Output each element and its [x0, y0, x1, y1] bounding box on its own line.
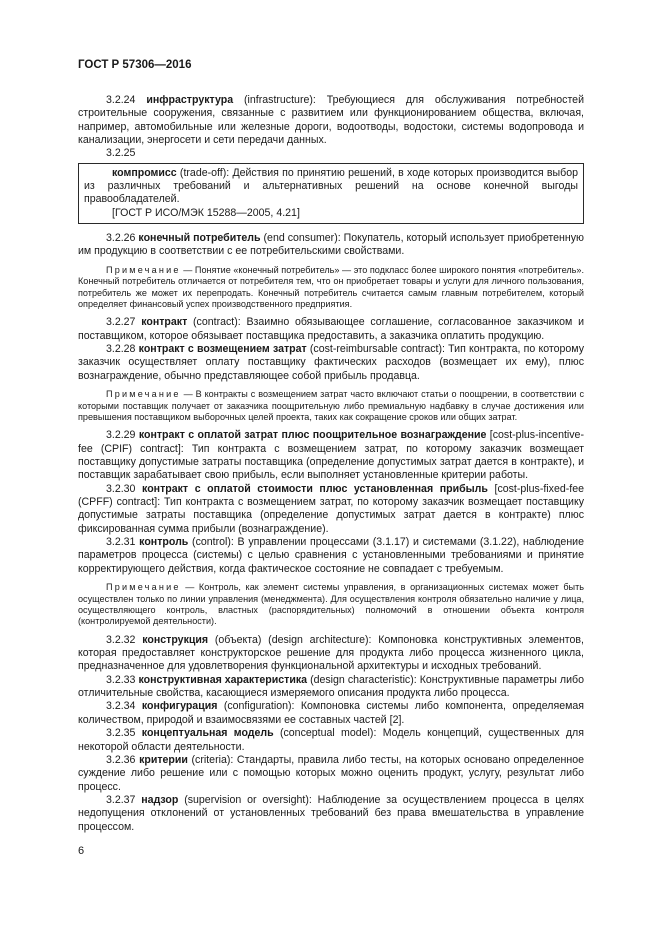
- entry-3-2-37: [78, 794, 584, 834]
- entry-number: 3.2.27: [106, 316, 142, 329]
- entry-number: 3.2.26: [106, 232, 139, 245]
- entry-3-2-34: [78, 700, 584, 727]
- entry-number: 3.2.36: [106, 753, 140, 766]
- document-header: ГОСТ Р 57306—2016: [78, 59, 192, 71]
- entry-3-2-30: [78, 483, 584, 536]
- term: контроль: [139, 536, 189, 549]
- entry-3-2-32: [78, 634, 584, 674]
- entry-number: 3.2.30: [106, 482, 143, 495]
- entry-number: 3.2.28: [106, 343, 139, 356]
- term: конструктивная характеристика: [138, 673, 308, 686]
- definition: (conceptual model): Модель концепций, существенных для некоторой области деятельности.: [78, 727, 584, 753]
- entry-3-2-26: [78, 232, 584, 259]
- entry-3-2-27: [78, 316, 584, 343]
- entry-number: 3.2.34: [106, 700, 142, 713]
- note-label: Примечание: [106, 582, 181, 593]
- entry-number: 3.2.29: [106, 429, 139, 442]
- definition: (criteria): Стандарты, правила либо тесты, на которых основано определенное суждение либо решение или с помощью которых можно оценить продукт, услугу, результат либо процесс.: [78, 753, 584, 793]
- note-3-2-26: [78, 265, 584, 311]
- entry-3-2-25: [84, 167, 578, 207]
- entry-number: 3.2.24: [106, 94, 147, 106]
- entry-number: 3.2.35: [106, 727, 142, 740]
- term: конечный потребитель: [138, 232, 261, 245]
- entry-3-2-36: [78, 754, 584, 794]
- definition: (design characteristic): Конструктивные параметры либо отличительные свойства, касающиеся измеряемого описания продукта либо процесса.: [78, 673, 584, 700]
- entry-3-2-25-number: 3.2.25: [106, 147, 136, 160]
- definition: (infrastructure): Требующиеся для обслуживания потребностей строительные сооружения, связанные с развитием или функционированием общества, включая, например, автомобильные или железные дороги, водоотводы, водостоки, системы водопровода и канализации, энергосети и сети передачи данных.: [78, 94, 584, 147]
- entry-3-2-24: [78, 94, 584, 147]
- term: концептуальная модель: [141, 727, 274, 740]
- term: контракт: [141, 316, 188, 329]
- term: конструкция: [142, 633, 209, 646]
- term: контракт с возмещением затрат: [138, 343, 307, 356]
- note-text: — В контракты с возмещением затрат часто включают статьи о поощрении, в соответствии с которыми поставщик получает от заказчика поощрительную либо премиальную надбавку в случае достижения или превышения поставщиком выборочных целей проекта, таких как сокращение сроков или общих затрат.: [78, 389, 584, 422]
- note-3-2-31: [78, 582, 584, 628]
- entry-3-2-35: [78, 727, 584, 754]
- page-body: [78, 94, 584, 834]
- entry-3-2-31: [78, 536, 584, 576]
- entry-number: 3.2.37: [106, 793, 142, 806]
- definition: (supervision or oversight): Наблюдение за осуществлением процесса в целях недопущения отклонений от установленных требований без права вмешательства в управление процессом.: [78, 793, 584, 833]
- definition: (end consumer): Покупатель, который использует приобретенную им продукцию в соответствии с ее потребительскими свойствами.: [78, 232, 584, 258]
- definition: [cost-plus-fixed-fee (CPFF) contract]: Тип контракта с возмещением затрат, по которому заказчик возмещает поставщику допустимые затраты поставщика (определение допустимых затрат дается в контракте) плюс фиксированная сумма прибыли (вознаграждение).: [78, 482, 584, 535]
- term: контракт с оплатой затрат плюс поощрительное вознаграждение: [138, 429, 487, 442]
- term: конфигурация: [141, 700, 218, 713]
- entry-3-2-25-box: [78, 163, 584, 224]
- definition: (объекта) (design architecture): Компоновка конструктивных элементов, которая предоставляет конструкторское решение для продукта либо процесса жизненного цикла, предназначенное для удовлетворения функциональной архитектуры и исходных требований.: [78, 633, 584, 673]
- term: критерии: [139, 753, 188, 766]
- entry-number: 3.2.33: [106, 673, 139, 686]
- note-3-2-28: [78, 389, 584, 423]
- entry-number: 3.2.32: [106, 633, 143, 646]
- page-number: 6: [78, 845, 85, 857]
- entry-3-2-28: [78, 343, 584, 383]
- definition: (trade-off): Действия по принятию решений, в ходе которых производится выбор из различных требований и альтернативных решений на основе конечной выгоды правообладателей.: [84, 166, 578, 206]
- definition: [cost-plus-incentive-fee (CPIF) contract]: Тип контракта с возмещением затрат, по которому заказчик возмещает поставщику допустимые затраты поставщика (определение допустимых затрат дается в контракте), и поставщик зарабатывает свою прибыль, если выполняет установленные критерии работы.: [78, 429, 584, 482]
- term: надзор: [141, 793, 179, 806]
- term: контракт с оплатой стоимости плюс установленная прибыль: [142, 482, 488, 495]
- reference: [ГОСТ Р ИСО/МЭК 15288—2005, 4.21]: [112, 206, 300, 219]
- entry-number: 3.2.31: [106, 536, 140, 549]
- note-text: — Контроль, как элемент системы управления, в организационных системах может быть осуществлен только по линии управления (менеджмента). Для осуществления контроля обязательно наличие у лица, осуществляющего контроль, властных (распорядительных) полномочий в отношении объекта контроля (контролируемой деятельности).: [78, 582, 584, 627]
- definition: (contract): Взаимно обязывающее соглашение, согласованное заказчиком и поставщиком, которое обязывает поставщика предоставить, а заказчика оплатить продукцию.: [78, 316, 584, 342]
- definition: (configuration): Компоновка системы либо компонента, определяемая количеством, природой и взаимосвязями ее составных частей [2].: [78, 700, 584, 726]
- note-text: — Понятие «конечный потребитель» — это подкласс более широкого понятия «потребитель». Конечный потребитель отличается от потребителя тем, что он приобретает товары и услуги для личного пользования, потребитель же может их перепродать. Конечный потребитель считается самым главным потребителем, который определяет финансовый успех производственного предприятия.: [78, 264, 584, 309]
- note-label: Примечание: [106, 264, 181, 275]
- term: компромисс: [112, 166, 177, 179]
- definition: (cost-reimbursable contract): Тип контракта, по которому заказчик осуществляет оплату поставщику фактических расходов (возмещает их ему), плюс вознаграждение, обычно представляющее собой прибыль продавца.: [78, 343, 584, 382]
- entry-3-2-29: [78, 429, 584, 482]
- entry-3-2-33: [78, 674, 584, 701]
- note-label: Примечание: [106, 389, 181, 400]
- definition: (control): В управлении процессами (3.1.17) и системами (3.1.22), наблюдение параметров процесса (системы) с целью сравнения с установленными требованиями и принятие корректирующего действия, когда фактическое состояние не совпадает с требуемым.: [78, 536, 584, 575]
- term: инфраструктура: [146, 94, 234, 106]
